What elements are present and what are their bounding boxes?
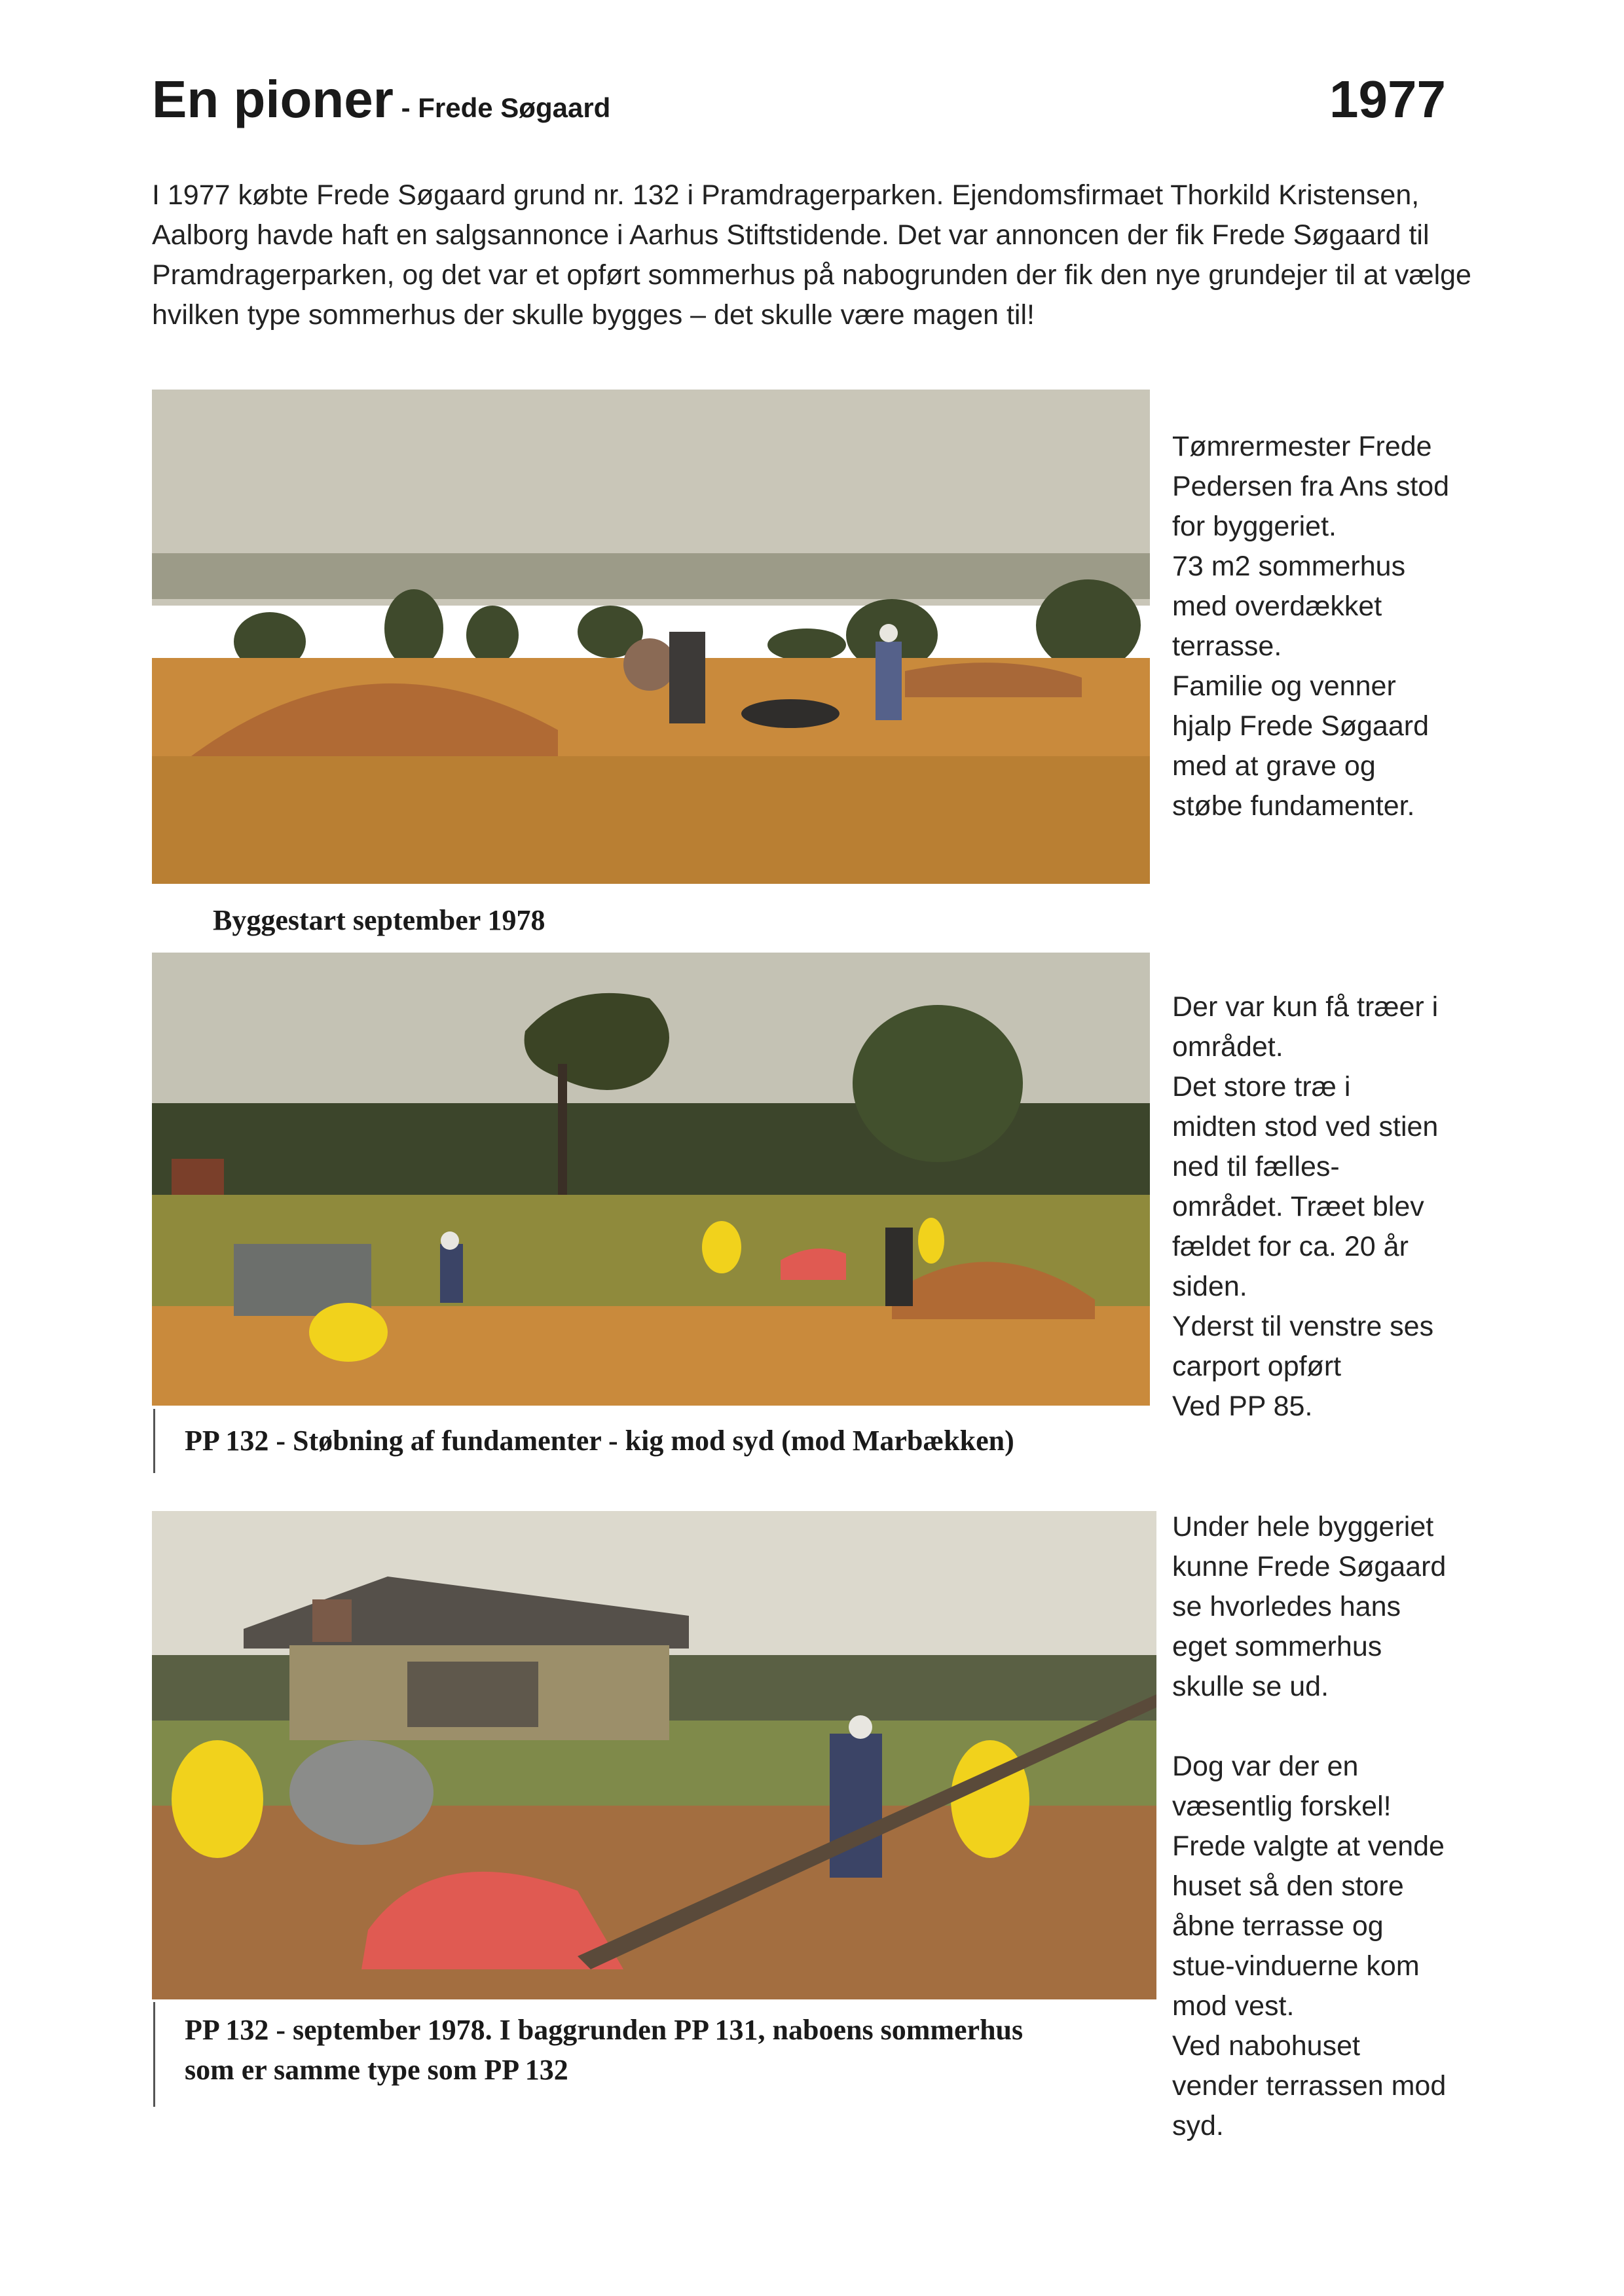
side-text-3: Under hele byggeriet kunne Frede Søgaard se hvorledes hans eget sommerhus skulle se ud. Dog var der en væsentlig forskel! Frede valgte at vende huset så den store åbne terrasse og stue-vinduerne kom mod vest. Ved nabohuset vender terrassen mod syd. <box>1172 1511 1447 2141</box>
side-text-1: Tømrermester Frede Pedersen fra Ans stod for byggeriet. 73 m2 sommerhus med overdækket terrasse. Familie og venner hjalp Frede Søgaard med at grave og støbe fundamenter. <box>1172 431 1450 822</box>
photo-neighbor-house <box>152 1511 1156 1999</box>
caption-photo-3-line1: PP 132 - september 1978. I baggrunden PP 131, naboens sommerhus <box>185 2014 1024 2046</box>
caption-rule-3 <box>153 2002 155 2107</box>
page-year: 1977 <box>1329 70 1446 128</box>
caption-photo-3-line2: som er samme type som PP 132 <box>185 2054 568 2086</box>
title-main: En pioner <box>152 70 394 128</box>
title-subtitle: - Frede Søgaard <box>393 92 611 123</box>
caption-photo-1: Byggestart september 1978 <box>213 904 545 936</box>
page-title <box>152 70 611 128</box>
side-text-2: Der var kun få træer i området. Det store træ i midten stod ved stien ned til fælles- området. Træet blev fældet for ca. 20 år siden. Yderst til venstre ses carport opført Ved PP 85. <box>1172 991 1439 1422</box>
caption-rule-2 <box>153 1409 155 1473</box>
photo-construction-start <box>152 390 1150 884</box>
photo-foundation-casting <box>152 953 1150 1406</box>
caption-photo-2: PP 132 - Støbning af fundamenter - kig mod syd (mod Marbækken) <box>185 1425 1014 1457</box>
intro-paragraph: I 1977 købte Frede Søgaard grund nr. 132 i Pramdragerparken. Ejendomsfirmaet Thorkild Kristensen, Aalborg havde haft en salgsannonce i Aarhus Stiftstidende. Det var annoncen der fik Frede Søgaard til Pramdragerparken, og det var et opført sommerhus på nabogrunden der fik den nye grundejer til at vælge hvilken type sommerhus der skulle bygges – det skulle være magen til! <box>152 179 1471 331</box>
